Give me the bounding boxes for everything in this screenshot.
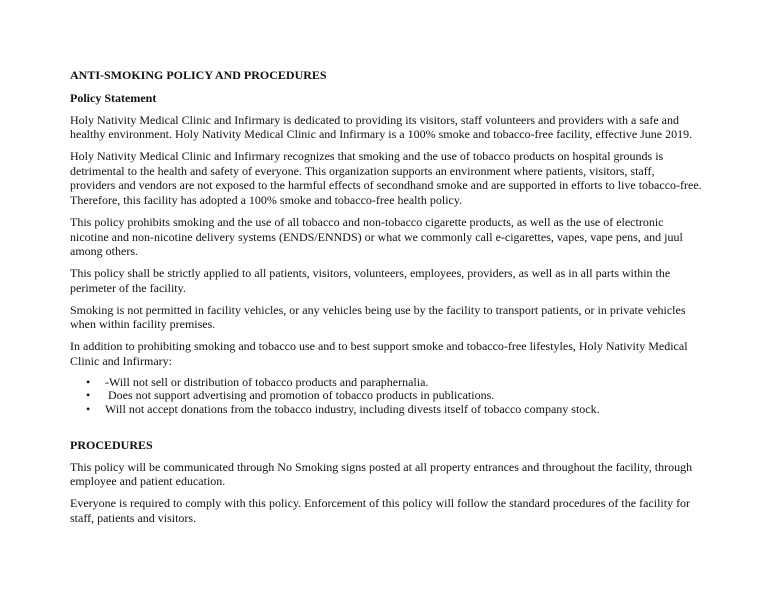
paragraph-prohibition: This policy prohibits smoking and the use of all tobacco and non-tobacco cigarette products, as well as the use of electronic nicotine and non-nicotine delivery systems (ENDS/ENNDS) or what we commonly call e-cigarettes, vapes, vape pens, and juul among others. [70, 214, 683, 259]
paragraph-commitment: Holy Nativity Medical Clinic and Infirmary is dedicated to providing its visitors, staff volunteers and providers with a safe and healthy environment. Holy Nativity Medical Clinic and Infirmary is a 100% smoke and tobacco-free facility, effective June 2019. [70, 112, 693, 142]
procedures-heading: PROCEDURES [70, 438, 153, 453]
commitments-list [70, 376, 702, 416]
paragraph-vehicles: Smoking is not permitted in facility vehicles, or any vehicles being use by the facility to transport patients, or in private vehicles when within facility premises. [70, 302, 686, 332]
list-item [70, 376, 702, 389]
list-item [70, 403, 702, 416]
policy-statement-heading: Policy Statement [70, 91, 157, 105]
bullet-icon: • [86, 374, 91, 389]
bullet-icon: • [86, 401, 91, 416]
paragraph-recognition: Holy Nativity Medical Clinic and Infirmary recognizes that smoking and the use of tobacco products on hospital grounds is detrimental to the health and safety of everyone. This organization supports an environment where patients, visitors, staff, providers and vendors are not exposed to the harmful effects of secondhand smoke and are supported in efforts to live tobacco-free. Therefore, this facility has adopted a 100% smoke and tobacco-free health policy. [70, 149, 702, 207]
list-item-text: -Will not sell or distribution of tobacco products and paraphernalia. [105, 374, 429, 389]
paragraph-enforcement: Everyone is required to comply with this policy. Enforcement of this policy will follow the standard procedures of the facility for staff, patients and visitors. [70, 496, 691, 525]
document-title: ANTI-SMOKING POLICY AND PROCEDURES [70, 68, 327, 82]
paragraph-scope: This policy shall be strictly applied to all patients, visitors, volunteers, employees, providers, as well as in all parts within the perimeter of the facility. [70, 266, 671, 295]
list-item [70, 389, 702, 402]
document-page [70, 67, 702, 533]
paragraph-communication: This policy will be communicated through No Smoking signs posted at all property entrances and throughout the facility, through employee and patient education. [70, 459, 693, 489]
list-item-text: Does not support advertising and promotion of tobacco products in publications. [105, 388, 495, 403]
paragraph-support-intro: In addition to prohibiting smoking and tobacco use and to best support smoke and tobacco-free lifestyles, Holy Nativity Medical Clinic and Infirmary: [70, 339, 688, 368]
bullet-icon: • [86, 388, 91, 403]
list-item-text: Will not accept donations from the tobacco industry, including divests itself of tobacco company stock. [105, 401, 600, 416]
